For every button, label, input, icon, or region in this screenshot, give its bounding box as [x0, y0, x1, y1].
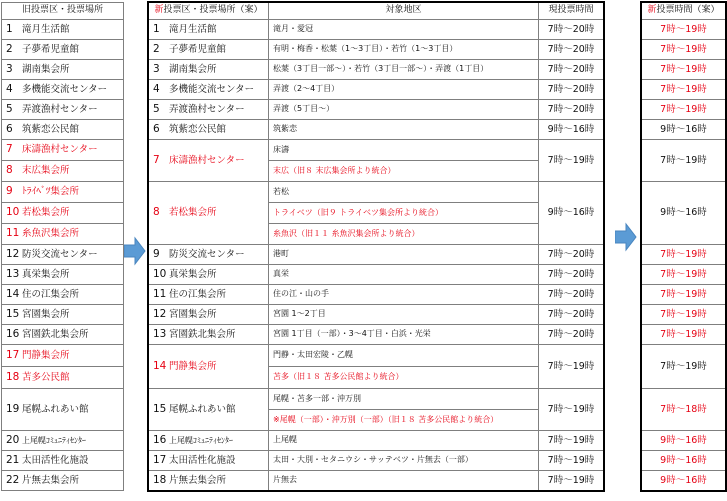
time-cell: 7時～19時	[642, 285, 726, 305]
table-row: 3 湖南集会所 松葉（3丁目一部～）・若竹（3丁目一部～）・弄渡（1丁目） 7時～20時	[149, 60, 604, 80]
table-row: 16 上尾幌ｺﾐｭﾆﾃｨｾﾝﾀｰ 上尾幌 7時～19時	[149, 431, 604, 451]
old-table-header: 旧投票区・投票場所	[2, 3, 124, 20]
time-cell: 7時～19時	[642, 325, 726, 345]
time-cell: 7時～19時	[642, 100, 726, 120]
time-cell: 9時～16時	[642, 471, 726, 491]
time-cell: 7時～19時	[642, 245, 726, 265]
time-cell: 7時～19時	[642, 345, 726, 389]
table-row: 18 片無去集会所 片無去 7時～19時	[149, 471, 604, 491]
old-row: 7 床濤漁村センター	[2, 140, 124, 161]
old-row: 10 若松集会所	[2, 203, 124, 224]
old-row: 12 防災交流センター	[2, 245, 124, 265]
old-row: 3 湖南集会所	[2, 60, 124, 80]
time-cell: 7時～19時	[642, 60, 726, 80]
time-cell: 7時～19時	[642, 20, 726, 40]
table-row: 8 若松集会所 若松 9時～16時	[149, 182, 604, 203]
old-row: 9 ﾄﾗｲﾍﾞﾂ集会所	[2, 182, 124, 203]
table-row: 4 多機能交流センター 弄渡（2～4丁目） 7時～20時	[149, 80, 604, 100]
time-cell: 7時～19時	[642, 80, 726, 100]
time-cell: 9時～16時	[642, 182, 726, 245]
time-cell: 9時～16時	[642, 431, 726, 451]
new-time-header: 新投票時間（案）	[642, 3, 726, 20]
table-row: 2 子夢希児童館 有明・梅香・松葉（1～3丁目）・若竹（1～3丁目） 7時～20時	[149, 40, 604, 60]
old-row: 6 筑紫恋公民館	[2, 120, 124, 140]
old-row: 13 真栄集会所	[2, 265, 124, 285]
old-row: 20 上尾幌ｺﾐｭﾆﾃｨｾﾝﾀｰ	[2, 431, 124, 451]
new-voting-time-table	[641, 2, 726, 491]
table-row: 14 門静集会所 門静・太田宏陵・乙幌 7時～19時	[149, 345, 604, 367]
arrow-right-icon	[615, 222, 637, 252]
time-cell: 9時～16時	[642, 120, 726, 140]
time-cell: 7時～19時	[642, 265, 726, 285]
new-table-header: 新投票区・投票場所（案）	[149, 3, 269, 20]
table-row: 15 尾幌ふれあい館 尾幌・苫多一部・沖万別 7時～19時	[149, 389, 604, 410]
old-row: 19 尾幌ふれあい館	[2, 389, 124, 431]
table-row: トライベツ（旧９ トライベツ集会所より統合）	[149, 203, 604, 224]
arrow-right-icon	[124, 236, 146, 266]
table-row: ※尾幌（一部）・沖万別（一部）（旧１８ 苫多公民館より統合）	[149, 410, 604, 431]
old-row: 1 滝月生活館	[2, 20, 124, 40]
table-row: 5 弄渡漁村センター 弄渡（5丁目～） 7時～20時	[149, 100, 604, 120]
old-row: 5 弄渡漁村センター	[2, 100, 124, 120]
table-row: 12 宮園集会所 宮園 1～2丁目 7時～20時	[149, 305, 604, 325]
time-cell: 7時～19時	[642, 40, 726, 60]
old-voting-districts-table	[1, 2, 124, 491]
time-cell: 7時～18時	[642, 389, 726, 431]
table-row: 末広（旧８ 末広集会所より統合）	[149, 161, 604, 182]
table-row: 糸魚沢（旧１１ 糸魚沢集会所より統合）	[149, 224, 604, 245]
area-header: 対象地区	[269, 3, 539, 20]
old-row: 4 多機能交流センター	[2, 80, 124, 100]
old-row: 22 片無去集会所	[2, 471, 124, 491]
old-row: 2 子夢希児童館	[2, 40, 124, 60]
table-row: 17 太田活性化施設 太田・大別・セタニウシ・サッテベツ・片無去（一部） 7時～19時	[149, 451, 604, 471]
table-row: 9 防災交流センター 港町 7時～20時	[149, 245, 604, 265]
old-row: 14 住の江集会所	[2, 285, 124, 305]
new-voting-districts-table	[148, 2, 604, 491]
table-row: 1 滝月生活館 滝月・愛冠 7時～20時	[149, 20, 604, 40]
table-row: 苫多（旧１８ 苫多公民館より統合）	[149, 367, 604, 389]
time-cell: 9時～16時	[642, 451, 726, 471]
old-row: 11 糸魚沢集会所	[2, 224, 124, 245]
old-row: 16 宮園鉄北集会所	[2, 325, 124, 345]
old-row: 15 宮園集会所	[2, 305, 124, 325]
time-cell: 7時～19時	[642, 140, 726, 182]
table-row: 7 床濤漁村センター 床濤 7時～19時	[149, 140, 604, 161]
old-row: 17 門静集会所	[2, 345, 124, 367]
old-row: 18 苫多公民館	[2, 367, 124, 389]
old-row: 8 末広集会所	[2, 161, 124, 182]
old-row: 21 太田活性化施設	[2, 451, 124, 471]
table-row: 10 真栄集会所 真栄 7時～20時	[149, 265, 604, 285]
table-row: 6 筑紫恋公民館 筑紫恋 9時～16時	[149, 120, 604, 140]
time-cell: 7時～19時	[642, 305, 726, 325]
table-row: 13 宮園鉄北集会所 宮園 1丁目（一部）・3～4丁目・白浜・光栄 7時～20時	[149, 325, 604, 345]
current-time-header: 現投票時間	[539, 3, 604, 20]
table-row: 11 住の江集会所 住の江・山の手 7時～20時	[149, 285, 604, 305]
